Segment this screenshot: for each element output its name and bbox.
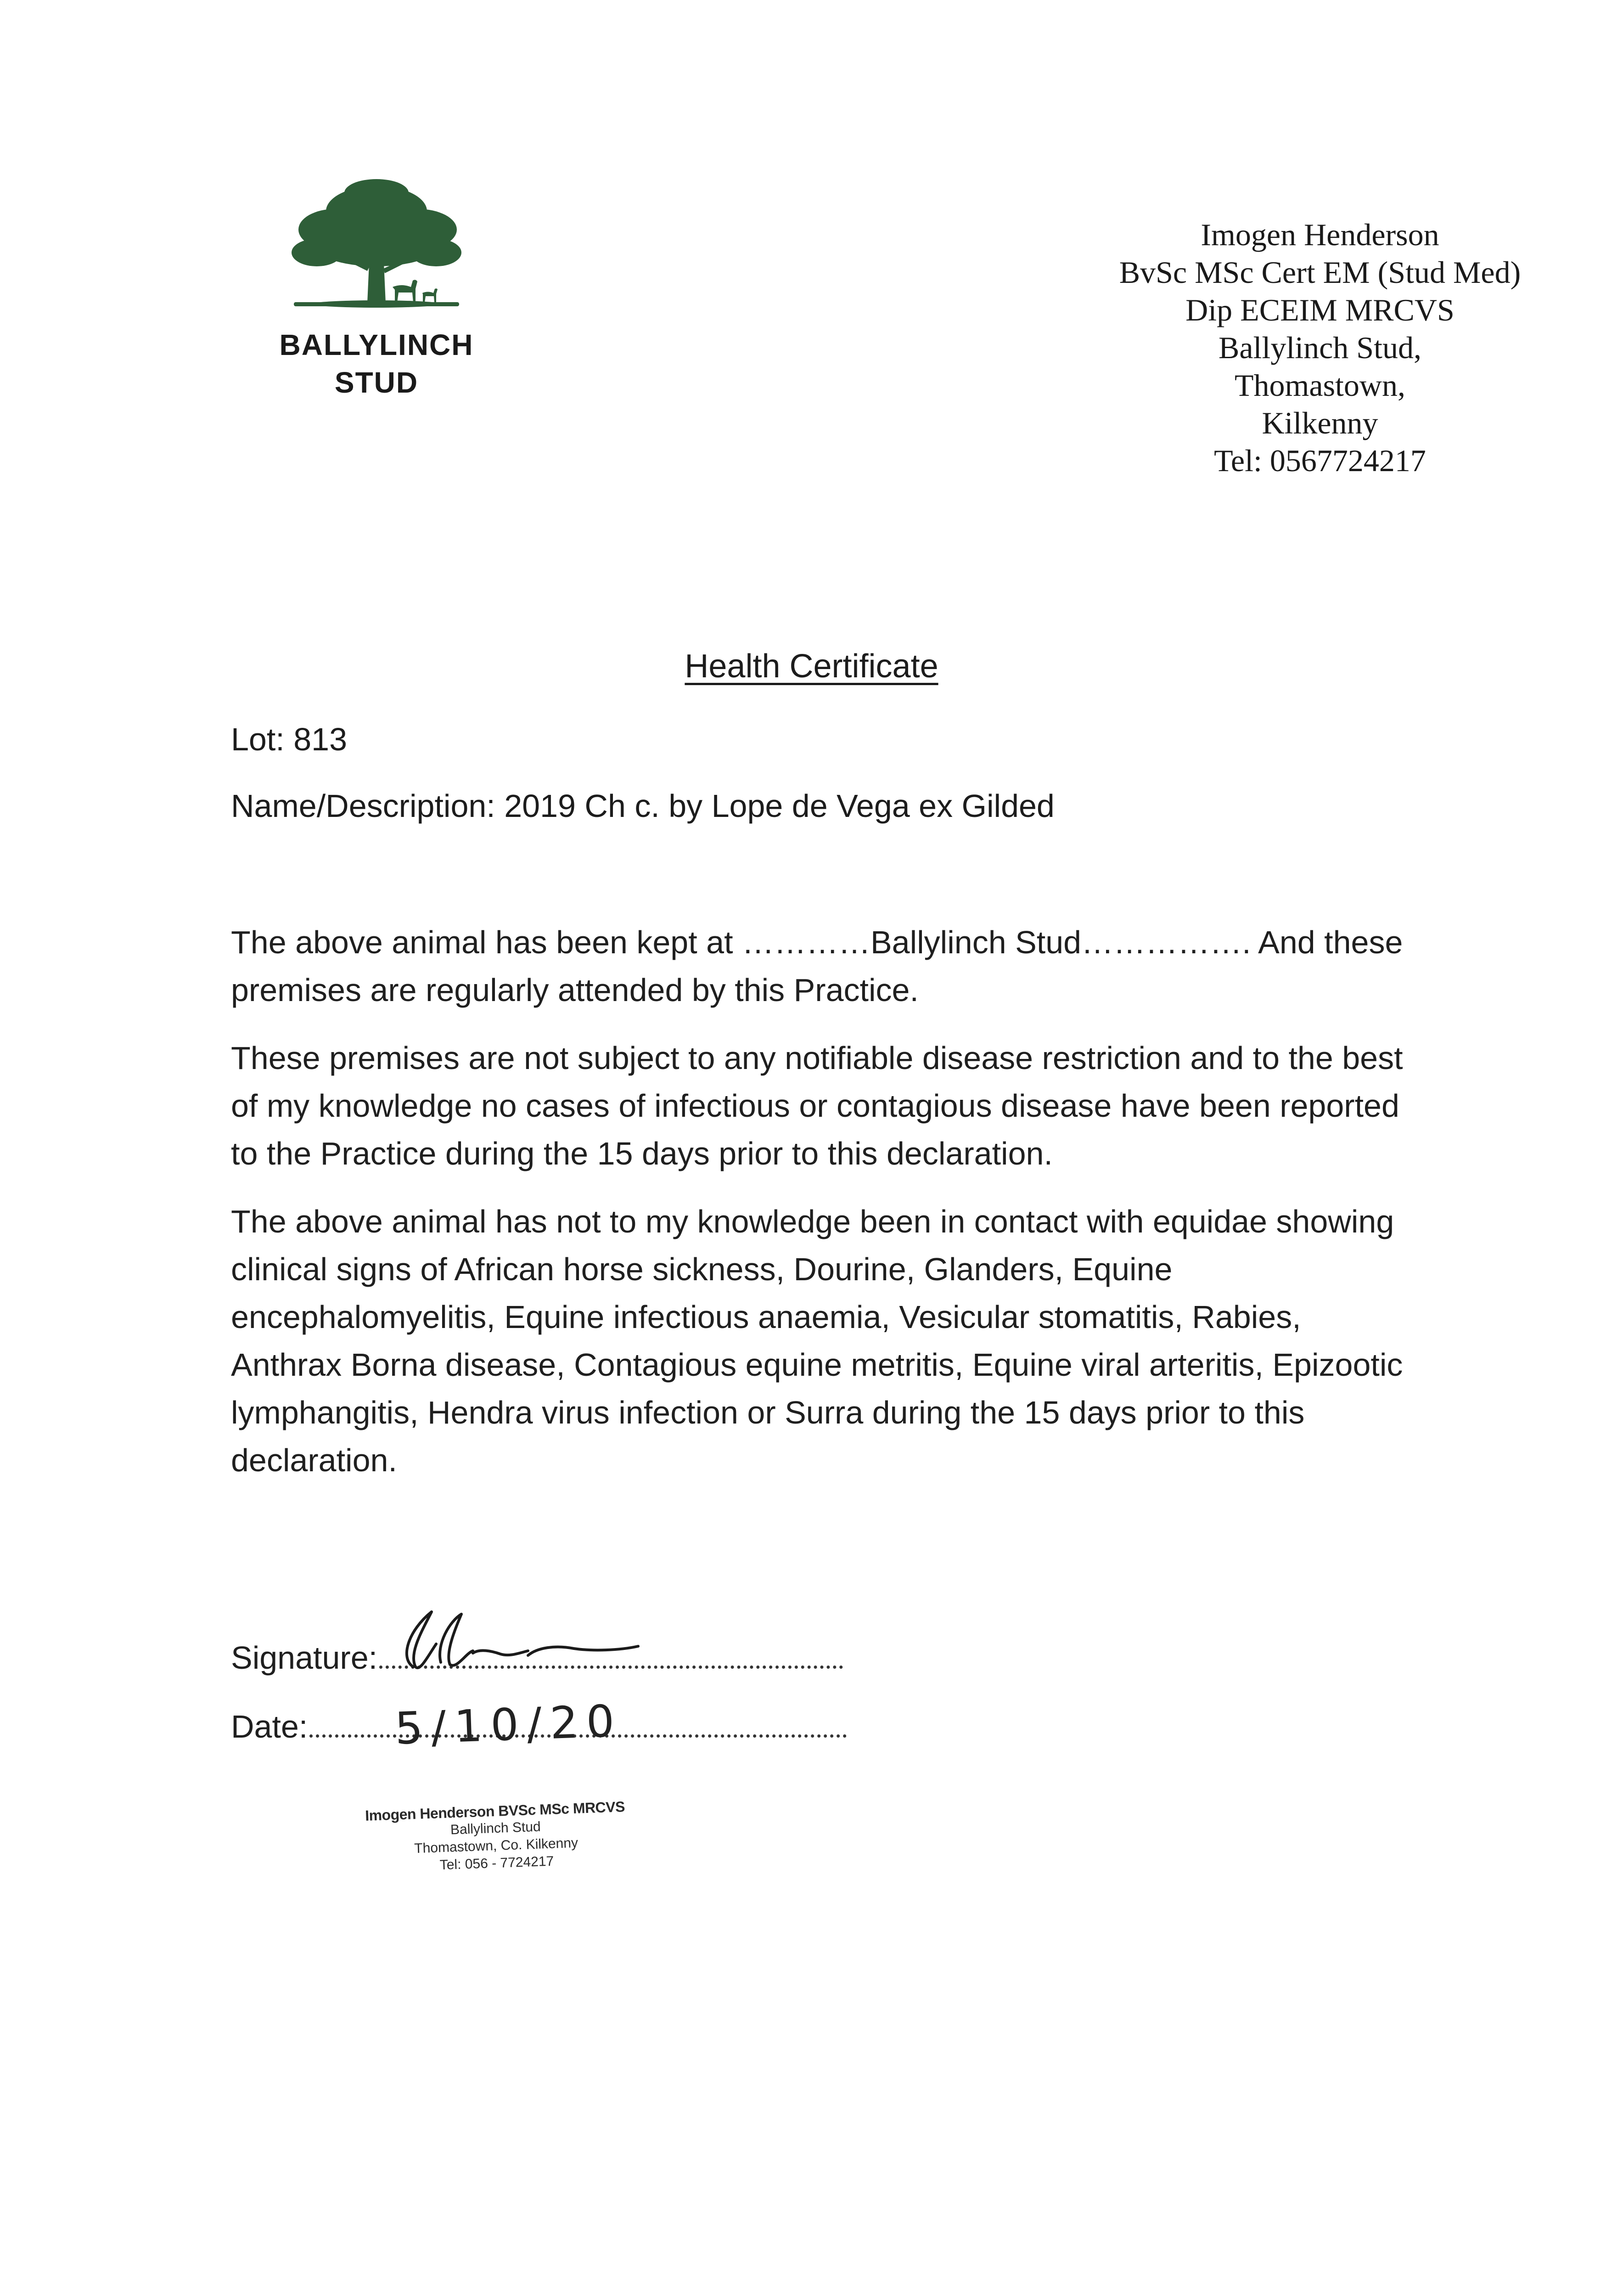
document-title: [0, 647, 1623, 685]
name-description-value: 2019 Ch c. by Lope de Vega ex Gilded: [504, 788, 1055, 824]
letterhead-qualifications-2: Dip ECEIM MRCVS: [1185, 293, 1455, 327]
stamp-line-phone: Tel: 056 - 7724217: [439, 1853, 554, 1873]
letterhead-address-1: Ballylinch Stud,: [1219, 330, 1421, 365]
paragraph-contact-equidae: The above animal has not to my knowledge been in contact with equidae showing clinical signs of African horse sickness, Dourine, Glanders, Equine encephalomyelitis, Equine infectious anaemia, Vesicular stomatitis, Rabies, Anthrax Borna disease, Contagious equine metritis, Equine viral arteritis, Epizootic lymphangitis, Hendra virus infection or Surra during the 15 days prior to this declaration.: [231, 1204, 1403, 1478]
name-description-field: [231, 788, 1055, 824]
date-label: Date:: [231, 1709, 308, 1745]
document-title-text: Health Certificate: [685, 648, 938, 685]
lot-field: [231, 721, 347, 758]
name-description-label: Name/Description:: [231, 788, 495, 824]
stamp-line-stud: Ballylinch Stud: [450, 1819, 541, 1838]
paragraph-premises: The above animal has been kept at …………Ballylinch Stud……………. And these premises are regularly attended by this Practice.: [231, 924, 1403, 1008]
stamp-line-name: Imogen Henderson BVSc MSc MRCVS: [365, 1798, 625, 1824]
vet-letterhead: [1074, 216, 1566, 479]
stamp-line-address: Thomastown, Co. Kilkenny: [414, 1835, 578, 1857]
letterhead-address-3: Kilkenny: [1262, 405, 1378, 440]
lot-label: Lot:: [231, 721, 285, 757]
letterhead-phone: Tel: 0567724217: [1214, 443, 1426, 478]
paragraph-notifiable-disease: These premises are not subject to any notifiable disease restriction and to the best of my knowledge no cases of infectious or contagious disease have been reported to the Practice during the 15 days prior to this declaration.: [231, 1040, 1403, 1171]
certificate-body: [231, 918, 1406, 1504]
logo-text-line-1: BALLYLINCH: [279, 328, 474, 361]
letterhead-qualifications-1: BvSc MSc Cert EM (Stud Med): [1119, 255, 1521, 290]
logo-text-line-2: STUD: [334, 366, 419, 399]
ballylinch-stud-logo: [257, 179, 496, 401]
signature-label: Signature:: [231, 1640, 378, 1676]
oak-tree-with-horses-icon: [285, 179, 468, 326]
letterhead-name: Imogen Henderson: [1201, 217, 1439, 252]
letterhead-address-2: Thomastown,: [1234, 368, 1406, 403]
handwritten-date: 5/10/20: [394, 1695, 623, 1755]
vet-stamp: [348, 1797, 644, 1877]
handwritten-signature: [381, 1603, 657, 1681]
lot-value: 813: [293, 721, 348, 757]
